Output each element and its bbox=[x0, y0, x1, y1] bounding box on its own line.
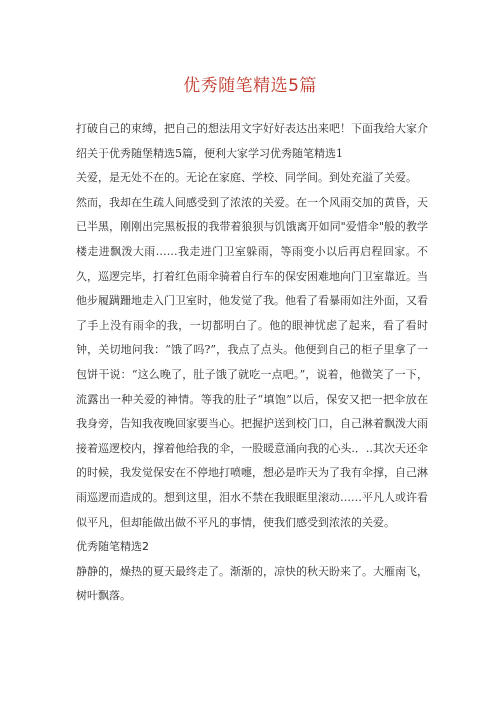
body-paragraph: 然而，我却在生疏人间感受到了浓浓的关爱。在一个风雨交加的黄昏，天已半黑，刚刚出完黑板报的我带着狼狈与饥饿离开如同"爱惜伞"般的教学楼走进飘泼大雨……我走进门卫室躲雨，等雨变小以后再启程回家。不久，巡逻完毕，打着红色雨伞骑着自行车的保安困难地向门卫室靠近。当他步履蹒跚地走入门卫室时，他发觉了我。他看了看暴雨如注外面，又看了手上没有雨伞的我，一切都明白了。他的眼神忧虑了起来，看了看时钟，关切地问我：“饿了吗?”，我点了点头。他便到自己的柜子里拿了一包饼干说：“这么晚了，肚子饿了就吃一点吧。”，说着，他微笑了一下，流露出一种关爱的神情。等我的肚子“填饱”以后，保安又把一把伞放在我身旁，告知我夜晚回家要当心。把握护送到校门口，自己淋着飘泼大雨接着巡逻校内，撑着他给我的伞，一股暖意涌向我的心头.．..其次天还伞的时候，我发觉保安在不停地打喷嚏，想必是昨天为了我有伞撑，自己淋雨巡逻而造成的。想到这里，泪水不禁在我眼眶里滚动……平凡人或许看似平凡，但却能做出做不平凡的事情，使我们感受到浓浓的关爱。 bbox=[76, 195, 428, 529]
intro-paragraph: 打破自己的束缚，把自己的想法用文字好好表达出来吧！下面我给大家介绍关于优秀随堡精选5篇，便利大家学习优秀随笔精选1 bbox=[76, 122, 428, 160]
document-body bbox=[76, 117, 428, 609]
section-heading: 优秀随笔精选2 bbox=[76, 540, 149, 554]
closing-paragraph: 静静的，燥热的夏天最终走了。渐渐的，凉快的秋天盼来了。大雁南飞，树叶飘落。 bbox=[76, 564, 428, 603]
document-title: 优秀随笔精选5篇 bbox=[183, 76, 317, 96]
body-paragraph: 关爱，是无处不在的。无论在家庭、学校、同学间。到处充溢了关爱。 bbox=[76, 171, 417, 185]
